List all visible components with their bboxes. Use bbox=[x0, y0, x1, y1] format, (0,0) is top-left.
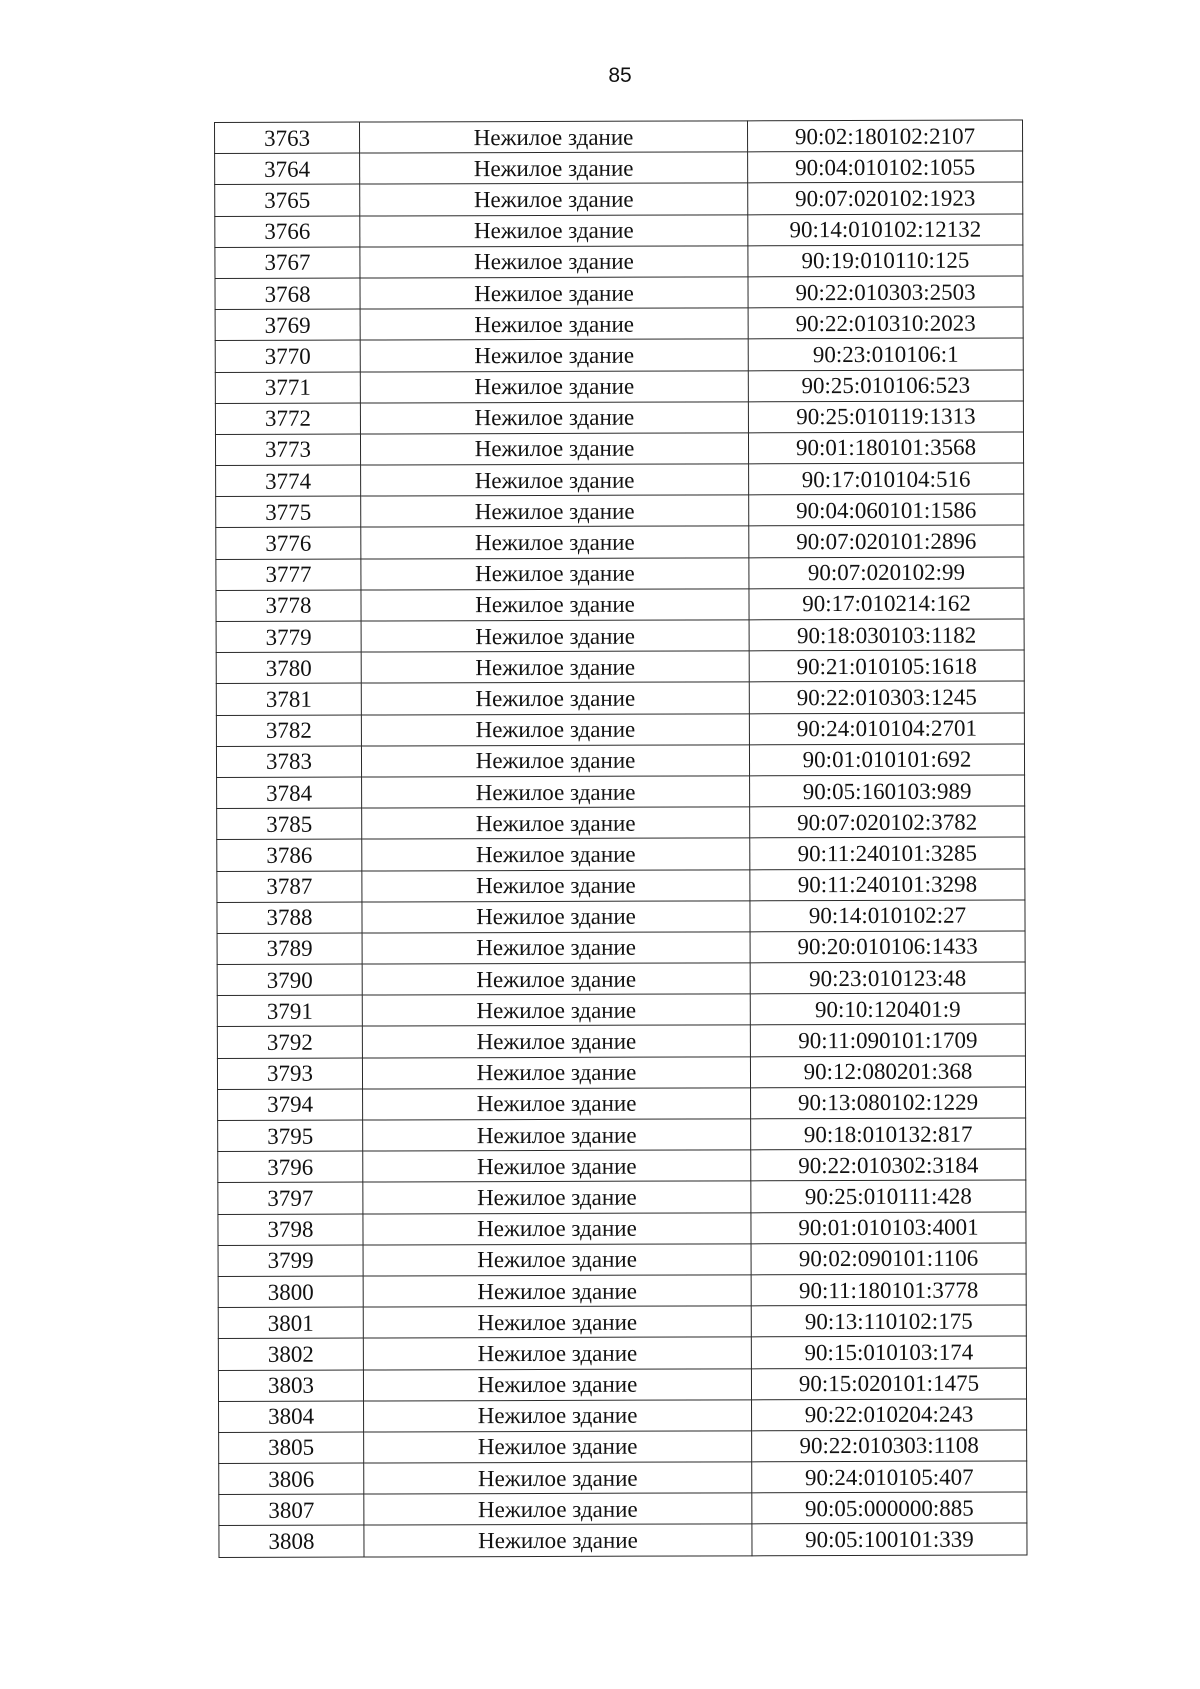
table-row bbox=[215, 151, 1023, 185]
cadastral-number-cell: 90:14:010102:12132 bbox=[748, 214, 1023, 246]
cadastral-number-cell: 90:13:080102:1229 bbox=[751, 1087, 1026, 1119]
row-number-cell: 3783 bbox=[216, 746, 361, 778]
row-number-cell: 3789 bbox=[217, 933, 362, 965]
object-type-cell: Нежилое здание bbox=[363, 1181, 751, 1213]
cadastral-number-cell: 90:24:010105:407 bbox=[752, 1461, 1027, 1493]
row-number-cell: 3807 bbox=[219, 1494, 364, 1526]
table-row bbox=[218, 1212, 1026, 1246]
cadastral-number-cell: 90:22:010303:2503 bbox=[748, 276, 1023, 308]
cadastral-number-cell: 90:18:030103:1182 bbox=[749, 619, 1024, 651]
cadastral-number-cell: 90:05:160103:989 bbox=[750, 775, 1025, 807]
row-number-cell: 3780 bbox=[216, 652, 361, 684]
row-number-cell: 3778 bbox=[216, 590, 361, 622]
table-body bbox=[215, 120, 1028, 1557]
object-type-cell: Нежилое здание bbox=[360, 121, 748, 153]
table-row bbox=[216, 557, 1024, 591]
table-row bbox=[217, 1056, 1025, 1090]
object-type-cell: Нежилое здание bbox=[363, 1244, 751, 1276]
row-number-cell: 3797 bbox=[218, 1182, 363, 1214]
object-type-cell: Нежилое здание bbox=[363, 1119, 751, 1151]
object-type-cell: Нежилое здание bbox=[362, 994, 750, 1026]
row-number-cell: 3779 bbox=[216, 621, 361, 653]
row-number-cell: 3785 bbox=[217, 808, 362, 840]
table-row bbox=[219, 1399, 1027, 1433]
row-number-cell: 3787 bbox=[217, 871, 362, 903]
cadastral-number-cell: 90:11:240101:3298 bbox=[750, 868, 1025, 900]
table-row bbox=[218, 1305, 1026, 1339]
table-row bbox=[216, 650, 1024, 684]
object-type-cell: Нежилое здание bbox=[364, 1524, 752, 1556]
object-type-cell: Нежилое здание bbox=[361, 682, 749, 714]
cadastral-number-cell: 90:07:020101:2896 bbox=[749, 525, 1024, 557]
row-number-cell: 3784 bbox=[217, 777, 362, 809]
table-row bbox=[216, 494, 1024, 528]
cadastral-number-cell: 90:07:020102:3782 bbox=[750, 806, 1025, 838]
cadastral-number-cell: 90:01:010101:692 bbox=[749, 744, 1024, 776]
object-type-cell: Нежилое здание bbox=[363, 1275, 751, 1307]
row-number-cell: 3781 bbox=[216, 683, 361, 715]
row-number-cell: 3765 bbox=[215, 184, 360, 216]
table-row bbox=[216, 619, 1024, 653]
object-type-cell: Нежилое здание bbox=[361, 526, 749, 558]
row-number-cell: 3804 bbox=[219, 1401, 364, 1433]
object-type-cell: Нежилое здание bbox=[361, 495, 749, 527]
cadastral-number-cell: 90:23:010123:48 bbox=[750, 962, 1025, 994]
table-row bbox=[215, 338, 1023, 372]
object-type-cell: Нежилое здание bbox=[362, 869, 750, 901]
object-type-cell: Нежилое здание bbox=[360, 246, 748, 278]
object-type-cell: Нежилое здание bbox=[364, 1462, 752, 1494]
row-number-cell: 3771 bbox=[215, 372, 360, 404]
cadastral-number-cell: 90:04:010102:1055 bbox=[748, 151, 1023, 183]
cadastral-number-cell: 90:11:090101:1709 bbox=[750, 1024, 1025, 1056]
row-number-cell: 3792 bbox=[217, 1026, 362, 1058]
cadastral-number-cell: 90:02:090101:1106 bbox=[751, 1243, 1026, 1275]
object-type-cell: Нежилое здание bbox=[363, 1337, 751, 1369]
cadastral-number-cell: 90:05:100101:339 bbox=[752, 1523, 1027, 1555]
cadastral-number-cell: 90:22:010302:3184 bbox=[751, 1149, 1026, 1181]
table-row bbox=[216, 588, 1024, 622]
object-type-cell: Нежилое здание bbox=[364, 1400, 752, 1432]
table-row bbox=[218, 1274, 1026, 1308]
cadastral-number-cell: 90:19:010110:125 bbox=[748, 245, 1023, 277]
row-number-cell: 3799 bbox=[218, 1245, 363, 1277]
cadastral-number-cell: 90:01:180101:3568 bbox=[748, 432, 1023, 464]
table-row bbox=[217, 868, 1025, 902]
object-type-cell: Нежилое здание bbox=[361, 464, 749, 496]
row-number-cell: 3800 bbox=[218, 1276, 363, 1308]
object-type-cell: Нежилое здание bbox=[363, 1212, 751, 1244]
object-type-cell: Нежилое здание bbox=[362, 1025, 750, 1057]
table-row bbox=[215, 245, 1023, 279]
cadastral-number-cell: 90:11:240101:3285 bbox=[750, 837, 1025, 869]
table-row bbox=[215, 214, 1023, 248]
object-type-cell: Нежилое здание bbox=[362, 807, 750, 839]
row-number-cell: 3790 bbox=[217, 964, 362, 996]
table-row bbox=[216, 525, 1024, 559]
registry-table bbox=[214, 119, 1028, 1557]
table-row bbox=[219, 1461, 1027, 1495]
cadastral-number-cell: 90:25:010106:523 bbox=[748, 369, 1023, 401]
table-row bbox=[218, 1336, 1026, 1370]
table-row bbox=[218, 1180, 1026, 1214]
table-row bbox=[219, 1523, 1027, 1557]
cadastral-number-cell: 90:14:010102:27 bbox=[750, 900, 1025, 932]
object-type-cell: Нежилое здание bbox=[363, 1150, 751, 1182]
row-number-cell: 3767 bbox=[215, 247, 360, 279]
table-row bbox=[217, 806, 1025, 840]
cadastral-number-cell: 90:13:110102:175 bbox=[751, 1305, 1026, 1337]
object-type-cell: Нежилое здание bbox=[361, 557, 749, 589]
table-row bbox=[217, 962, 1025, 996]
object-type-cell: Нежилое здание bbox=[361, 745, 749, 777]
table-row bbox=[215, 307, 1023, 341]
row-number-cell: 3796 bbox=[218, 1151, 363, 1183]
cadastral-number-cell: 90:22:010303:1245 bbox=[749, 681, 1024, 713]
cadastral-number-cell: 90:20:010106:1433 bbox=[750, 931, 1025, 963]
cadastral-number-cell: 90:22:010310:2023 bbox=[748, 307, 1023, 339]
object-type-cell: Нежилое здание bbox=[362, 963, 750, 995]
page-number: 85 bbox=[608, 64, 632, 87]
row-number-cell: 3776 bbox=[216, 527, 361, 559]
object-type-cell: Нежилое здание bbox=[362, 901, 750, 933]
object-type-cell: Нежилое здание bbox=[360, 308, 748, 340]
cadastral-number-cell: 90:04:060101:1586 bbox=[749, 494, 1024, 526]
row-number-cell: 3773 bbox=[215, 434, 360, 466]
object-type-cell: Нежилое здание bbox=[361, 589, 749, 621]
table-row bbox=[215, 276, 1023, 310]
row-number-cell: 3794 bbox=[218, 1089, 363, 1121]
row-number-cell: 3802 bbox=[218, 1338, 363, 1370]
row-number-cell: 3793 bbox=[217, 1058, 362, 1090]
table-row bbox=[218, 1118, 1026, 1152]
cadastral-number-cell: 90:07:020102:99 bbox=[749, 557, 1024, 589]
row-number-cell: 3786 bbox=[217, 839, 362, 871]
table-row bbox=[217, 900, 1025, 934]
cadastral-number-cell: 90:24:010104:2701 bbox=[749, 713, 1024, 745]
table-row bbox=[217, 775, 1025, 809]
object-type-cell: Нежилое здание bbox=[360, 339, 748, 371]
row-number-cell: 3782 bbox=[216, 715, 361, 747]
object-type-cell: Нежилое здание bbox=[360, 152, 748, 184]
row-number-cell: 3806 bbox=[219, 1463, 364, 1495]
row-number-cell: 3795 bbox=[218, 1120, 363, 1152]
row-number-cell: 3788 bbox=[217, 902, 362, 934]
object-type-cell: Нежилое здание bbox=[360, 214, 748, 246]
table-row bbox=[216, 713, 1024, 747]
cadastral-number-cell: 90:12:080201:368 bbox=[750, 1056, 1025, 1088]
table-row bbox=[216, 681, 1024, 715]
cadastral-number-cell: 90:15:010103:174 bbox=[751, 1336, 1026, 1368]
table-row bbox=[215, 401, 1023, 435]
row-number-cell: 3768 bbox=[215, 278, 360, 310]
row-number-cell: 3764 bbox=[215, 153, 360, 185]
object-type-cell: Нежилое здание bbox=[360, 277, 748, 309]
table-row bbox=[217, 931, 1025, 965]
table-row bbox=[218, 1243, 1026, 1277]
table-row bbox=[218, 1149, 1026, 1183]
row-number-cell: 3769 bbox=[215, 309, 360, 341]
cadastral-number-cell: 90:25:010119:1313 bbox=[748, 401, 1023, 433]
table-row bbox=[215, 432, 1023, 466]
cadastral-number-cell: 90:07:020102:1923 bbox=[748, 182, 1023, 214]
table-row bbox=[218, 1367, 1026, 1401]
row-number-cell: 3774 bbox=[216, 465, 361, 497]
row-number-cell: 3775 bbox=[216, 496, 361, 528]
object-type-cell: Нежилое здание bbox=[360, 402, 748, 434]
row-number-cell: 3805 bbox=[219, 1432, 364, 1464]
cadastral-number-cell: 90:23:010106:1 bbox=[748, 338, 1023, 370]
cadastral-number-cell: 90:21:010105:1618 bbox=[749, 650, 1024, 682]
cadastral-number-cell: 90:17:010214:162 bbox=[749, 588, 1024, 620]
table-row bbox=[216, 463, 1024, 497]
row-number-cell: 3766 bbox=[215, 216, 360, 248]
cadastral-number-cell: 90:17:010104:516 bbox=[749, 463, 1024, 495]
table-row bbox=[217, 1024, 1025, 1058]
table-row bbox=[216, 744, 1024, 778]
table-row bbox=[215, 369, 1023, 403]
row-number-cell: 3770 bbox=[215, 340, 360, 372]
row-number-cell: 3798 bbox=[218, 1214, 363, 1246]
object-type-cell: Нежилое здание bbox=[361, 620, 749, 652]
row-number-cell: 3791 bbox=[217, 995, 362, 1027]
object-type-cell: Нежилое здание bbox=[362, 838, 750, 870]
cadastral-number-cell: 90:25:010111:428 bbox=[751, 1180, 1026, 1212]
object-type-cell: Нежилое здание bbox=[360, 370, 748, 402]
object-type-cell: Нежилое здание bbox=[361, 713, 749, 745]
table-row bbox=[218, 1087, 1026, 1121]
row-number-cell: 3772 bbox=[215, 403, 360, 435]
object-type-cell: Нежилое здание bbox=[364, 1493, 752, 1525]
object-type-cell: Нежилое здание bbox=[363, 1368, 751, 1400]
row-number-cell: 3803 bbox=[218, 1370, 363, 1402]
cadastral-number-cell: 90:05:000000:885 bbox=[752, 1492, 1027, 1524]
object-type-cell: Нежилое здание bbox=[360, 183, 748, 215]
row-number-cell: 3763 bbox=[215, 122, 360, 154]
object-type-cell: Нежилое здание bbox=[363, 1306, 751, 1338]
cadastral-number-cell: 90:22:010303:1108 bbox=[752, 1430, 1027, 1462]
cadastral-number-cell: 90:01:010103:4001 bbox=[751, 1212, 1026, 1244]
cadastral-number-cell: 90:22:010204:243 bbox=[752, 1399, 1027, 1431]
object-type-cell: Нежилое здание bbox=[360, 433, 748, 465]
row-number-cell: 3777 bbox=[216, 559, 361, 591]
table-row bbox=[219, 1492, 1027, 1526]
table-row bbox=[219, 1430, 1027, 1464]
cadastral-number-cell: 90:10:120401:9 bbox=[750, 993, 1025, 1025]
object-type-cell: Нежилое здание bbox=[362, 932, 750, 964]
cadastral-number-cell: 90:11:180101:3778 bbox=[751, 1274, 1026, 1306]
row-number-cell: 3801 bbox=[218, 1307, 363, 1339]
cadastral-number-cell: 90:18:010132:817 bbox=[751, 1118, 1026, 1150]
cadastral-number-cell: 90:02:180102:2107 bbox=[747, 120, 1022, 152]
row-number-cell: 3808 bbox=[219, 1525, 364, 1557]
object-type-cell: Нежилое здание bbox=[362, 1056, 750, 1088]
object-type-cell: Нежилое здание bbox=[363, 1088, 751, 1120]
table-row bbox=[217, 837, 1025, 871]
table-row bbox=[215, 120, 1023, 154]
object-type-cell: Нежилое здание bbox=[364, 1431, 752, 1463]
object-type-cell: Нежилое здание bbox=[362, 776, 750, 808]
cadastral-number-cell: 90:15:020101:1475 bbox=[751, 1367, 1026, 1399]
object-type-cell: Нежилое здание bbox=[361, 651, 749, 683]
table-row bbox=[217, 993, 1025, 1027]
table-row bbox=[215, 182, 1023, 216]
